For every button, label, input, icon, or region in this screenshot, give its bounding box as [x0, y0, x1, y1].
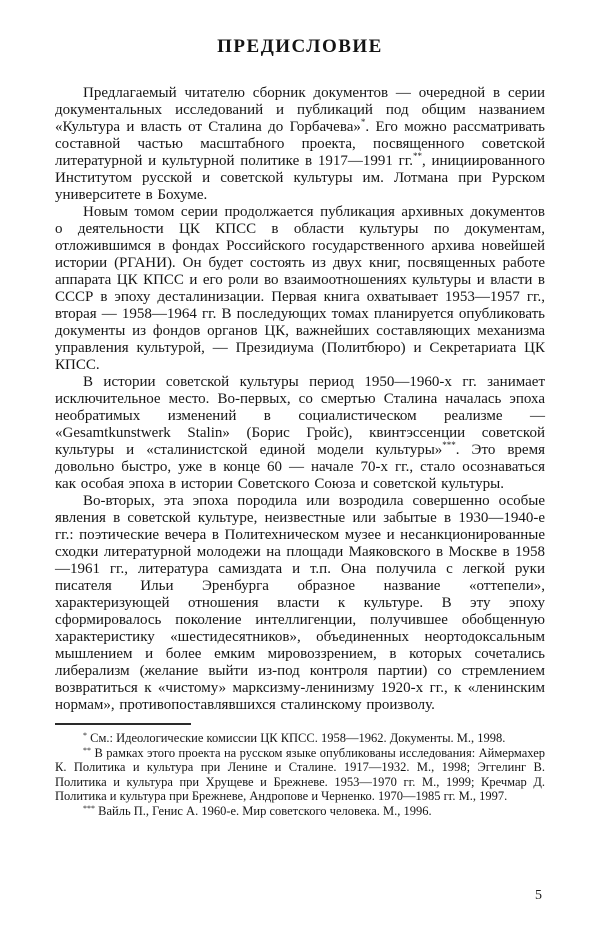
paragraph-1: Предлагаемый читателю сборник документов — очередной в серии документальных исследований и публикаций под общим названием «Культура и власть от Сталина до Горбачева»*. Его можно рассматривать составной частью масштабного проекта, посвященного советской литературной и культурной политике в 1917—1991 гг.**, инициированного Институтом русской и советской культуры им. Лотмана при Рурском университете в Бохуме.	[55, 85, 546, 203]
paragraph-3: В истории советской культуры период 1950—1960-х гг. занимает исключительное место. Во-первых, со смертью Сталина началась эпоха необратимых изменений в социалистическом реализме — «Gesamtkunstwerk Stalin» (Борис Гройс), квинтэссенции советской культуры и «сталинистской единой модели культуры»***. Это время довольно быстро, уже в конце 60 — начале 70-х гг., стало осознаваться как особая эпоха в истории Советского Союза и советской культуры.	[55, 374, 545, 492]
footnotes-block	[55, 731, 545, 818]
footnote-3: *** Вайль П., Генис А. 1960-е. Мир советского человека. М., 1996.	[83, 803, 432, 818]
page-number: 5	[535, 888, 542, 903]
page-title: ПРЕДИСЛОВИЕ	[217, 36, 383, 57]
paragraph-4: Во-вторых, эта эпоха породила или возродила совершенно особые явления в советской культуре, неизвестные или забытые в 1930—1940-е гг.: поэтические вечера в Политехническом музее и несанкционированные сходки литературной молодежи на площади Маяковского в Москве в 1958—1961 гг., литература самиздата и т.п. Она получила с легкой руки писателя Ильи Эренбурга образное название «оттепели», характеризующей отношения власти к культуре. В эту эпоху сформировалось поколение интеллигенции, получившее обобщенную характеристику «шестидесятников», объединенных неортодоксальным мышлением и более емким мировоззрением, в которых сочетались либерализм (желание выйти из-под контроля партии) со стремлением возвратиться к «чистому» марксизму-ленинизму 1920-х гг., к «ленинским нормам», противопоставлявшихся сталинскому произволу.	[55, 493, 545, 713]
paragraph-2: Новым томом серии продолжается публикация архивных документов о деятельности ЦК КПСС в области культуры по документам, отложившимся в фондах Российского государственного архива новейшей истории (РГАНИ). Он будет состоять из двух книг, посвященных работе аппарата ЦК КПСС и его роли во взаимоотношениях культуры и власти в СССР в эпоху десталинизации. Первая книга охватывает 1953—1957 гг., вторая — 1958—1964 гг. В последующих томах планируется опубликовать документы из фондов органов ЦК, важнейших составляющих механизма управления культурой, — Президиума (Политбюро) и Секретариата ЦК КПСС.	[55, 204, 545, 373]
footnote-2: ** В рамках этого проекта на русском языке опубликованы исследования: Аймермахер К. Политика и культура при Ленине и Сталине. 1917—1932. М., 1998; Эггелинг В. Политика и культура при Хрущеве и Брежневе. 1953—1970 гг. М., 1999; Кречмар Д. Политика и культура при Брежневе, Андропове и Черненко. 1970—1985 гг. М., 1997.	[55, 745, 545, 803]
footnote-1: * См.: Идеологические комиссии ЦК КПСС. 1958—1962. Документы. М., 1998.	[83, 731, 506, 745]
footnote-separator	[55, 723, 191, 725]
main-text	[55, 85, 545, 714]
